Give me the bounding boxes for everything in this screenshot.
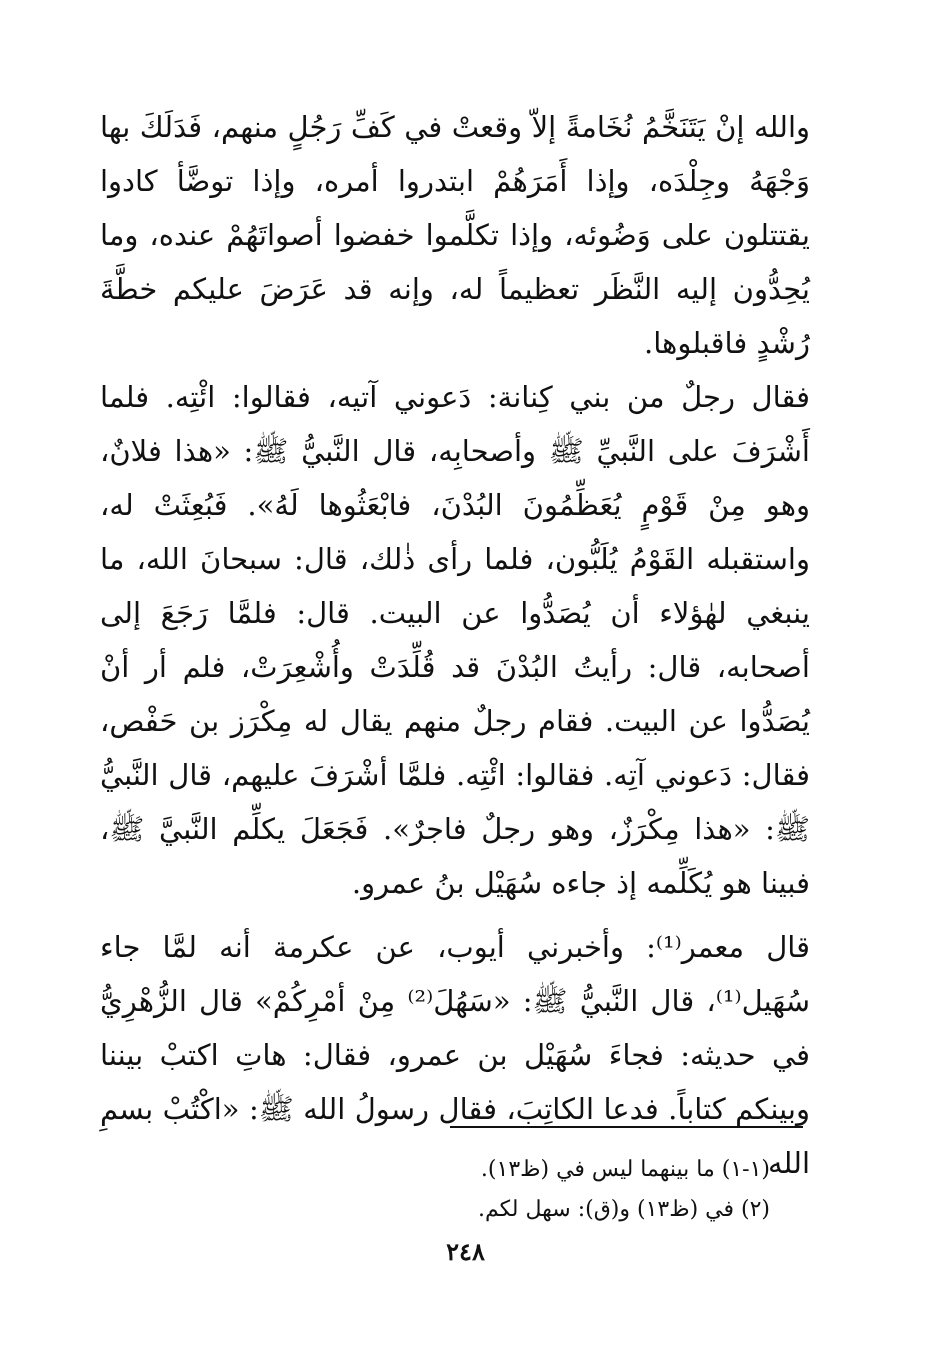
paragraph-3: قال معمر⁽¹⁾: وأخبرني أيوب، عن عكرمة أنه لمَّا جاء سُهَيل⁽¹⁾، قال النَّبيُّ ﷺ: «سَهُلَ⁽²⁾ مِنْ أمْرِكُمْ» قال الزُّهْرِيُّ في حديثه: فجاءَ سُهَيْل بن عمرو، فقال: هاتِ اكتبْ بيننا وبينكم كتاباً. فدعا الكاتِبَ، فقال رسولُ الله ﷺ: «اكْتُبْ بسمِ الله (100, 930, 811, 1180)
page-number: ٢٤٨ (446, 1237, 485, 1266)
footnotes (300, 1150, 770, 1230)
main-text (100, 100, 810, 1190)
paragraph-1: والله إنْ يَتَنَخَّمُ نُخَامةً إلاّ وقعتْ في كَفِّ رَجُلٍ منهم، فَدَلَكَ بها وَجْهَهُ وجِلْدَه، وإذا أَمَرَهُمْ ابتدروا أمره، وإذا توضَّأ كادوا يقتتلون على وَضُوئه، وإذا تكلَّموا خفضوا أصواتَهُمْ عنده، وما يُحِدُّون إليه النَّظَر تعظيماً له، وإنه قد عَرَضَ عليكم خطَّةَ رُشْدٍ فاقبلوها. (100, 110, 810, 360)
footnote-separator (450, 1126, 803, 1128)
paragraph-spacer (100, 910, 810, 920)
paragraph-2: فقال رجلٌ من بني كِنانة: دَعوني آتيه، فقالوا: ائْتِه. فلما أَشْرَفَ على النَّبيِّ ﷺ وأصحابِه، قال النَّبيُّ ﷺ: «هذا فلانٌ، وهو مِنْ قَوْمٍ يُعَظِّمُونَ البُدْنَ، فابْعَثُوها لَهُ». فَبُعِثَتْ له، واستقبله القَوْمُ يُلَبُّون، فلما رأى ذٰلك، قال: سبحانَ الله، ما ينبغي لهٰؤلاء أن يُصَدُّوا عن البيت. قال: فلمَّا رَجَعَ إلى أصحابه، قال: رأيتُ البُدْنَ قد قُلِّدَتْ وأُشْعِرَتْ، فلم أر أنْ يُصَدُّوا عن البيت. فقام رجلٌ منهم يقال له مِكْرَز بن حَفْص، فقال: دَعوني آتِه. فقالوا: ائْتِه. فلمَّا أشْرَفَ عليهم، قال النَّبيُّ ﷺ: «هذا مِكْرَزٌ، وهو رجلٌ فاجرٌ». فَجَعَلَ يكلِّم النَّبيَّ ﷺ، فبينا هو يُكَلِّمه إذ جاءه سُهَيْل بنُ عمرو. (100, 380, 810, 900)
footnote-2: (٢) في (ظ١٣) و(ق): سهل لكم. (478, 1197, 770, 1222)
footnote-1: (١-١) ما بينهما ليس في (ظ١٣). (480, 1157, 770, 1182)
